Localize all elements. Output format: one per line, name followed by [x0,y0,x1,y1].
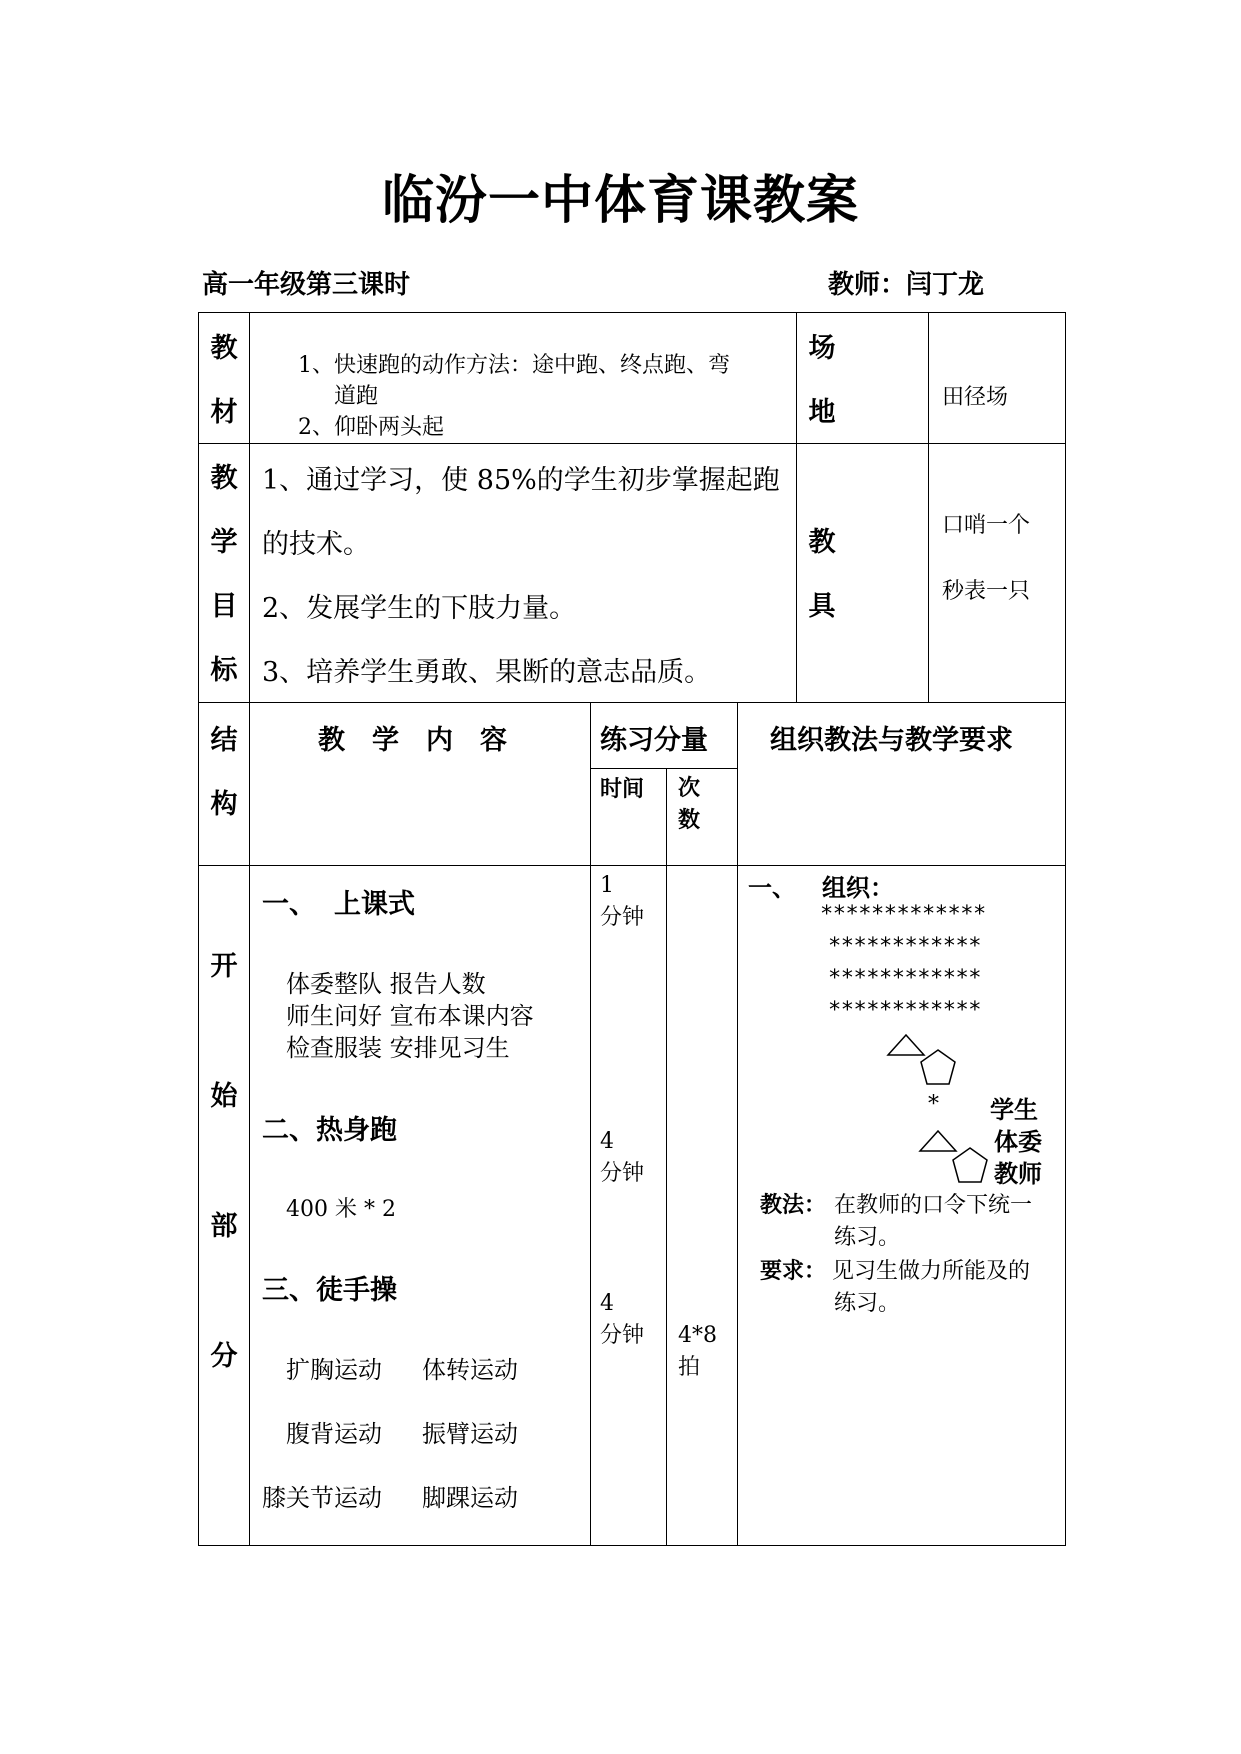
time-header: 时间 [600,776,645,802]
part3-row1-left: 扩胸运动 [286,1356,382,1384]
equipment-item-2: 秒表一只 [942,579,1031,604]
structure-header: 结 构 [210,725,238,820]
formation-row-4: ************ [828,998,981,1023]
legend-monitor: 体委 [994,1127,1042,1156]
goal-line-3: 2、发展学生的下肢力量。 [262,593,577,624]
method-header: 组织教法与教学要求 [770,725,1013,756]
count-header: 次 数 [678,775,701,833]
materials-label: 教 材 [210,333,238,428]
org-label: 组织： [822,873,894,902]
goal-line-2: 的技术。 [262,529,370,560]
method-text-1: 在教师的口令下统一 [834,1193,1033,1218]
goal-line-4: 3、培养学生勇敢、果断的意志品质。 [262,657,712,688]
section-label: 开 始 部 分 [210,951,238,1372]
load-header: 练习分量 [600,725,708,756]
goal-line-1: 1、通过学习，使 85%的学生初步掌握起跑 [262,465,780,496]
legend-teacher: 教师 [994,1159,1042,1188]
requirement-label: 要求： [760,1258,827,1284]
formation-row-2: ************ [828,934,981,959]
part1-time: 1 分钟 [600,873,645,930]
part3-heading: 三、徒手操 [262,1275,397,1306]
part2-time: 4 分钟 [600,1129,645,1186]
method-label: 教法： [760,1192,827,1218]
method-text-2: 练习。 [834,1225,901,1250]
part2-item: 400 米 * 2 [286,1197,396,1222]
materials-item-1-cont: 道跑 [334,384,379,409]
part2-heading: 二、热身跑 [262,1115,397,1146]
part3-row3-left: 膝关节运动 [262,1484,382,1512]
requirement-text-1: 见习生做力所能及的 [832,1259,1031,1284]
equipment-item-1: 口哨一个 [942,513,1031,538]
org-number: 一、 [748,873,796,902]
formation-row-1: ************* [820,902,986,927]
part3-time: 4 分钟 [600,1291,645,1348]
part1-item-2: 师生问好 宣布本课内容 [286,1002,534,1030]
pentagon-icon [918,1048,958,1088]
part1-item-1: 体委整队 报告人数 [286,970,486,998]
part3-row1-right: 体转运动 [422,1356,518,1384]
content-header: 教 学 内 容 [318,725,507,756]
class-info: 高一年级第三课时 [202,270,411,300]
goals-label: 教 学 目 标 [210,463,238,686]
materials-item-1: 1、快速跑的动作方法：途中跑、终点跑、弯 [298,353,730,378]
formation-row-3: ************ [828,966,981,991]
teacher-name: 教师：闫丁龙 [828,270,985,300]
equipment-label: 教 具 [808,527,836,622]
part3-row3-right: 脚踝运动 [422,1484,518,1512]
venue-value: 田径场 [942,385,1009,410]
page-title: 临汾一中体育课教案 [381,170,859,231]
part3-count: 4*8 拍 [678,1323,717,1380]
materials-item-2: 2、仰卧两头起 [298,415,444,440]
venue-label: 场 地 [808,333,836,428]
part1-heading: 上课式 [334,889,415,920]
part1-item-3: 检查服装 安排见习生 [286,1034,510,1062]
requirement-text-2: 练习。 [834,1291,901,1316]
legend-student: 学生 [990,1095,1038,1124]
part3-row2-right: 振臂运动 [422,1420,518,1448]
pentagon-icon [950,1146,990,1186]
student-marker: * [928,1092,939,1117]
part3-row2-left: 腹背运动 [286,1420,382,1448]
part1-number: 一、 [262,889,316,920]
